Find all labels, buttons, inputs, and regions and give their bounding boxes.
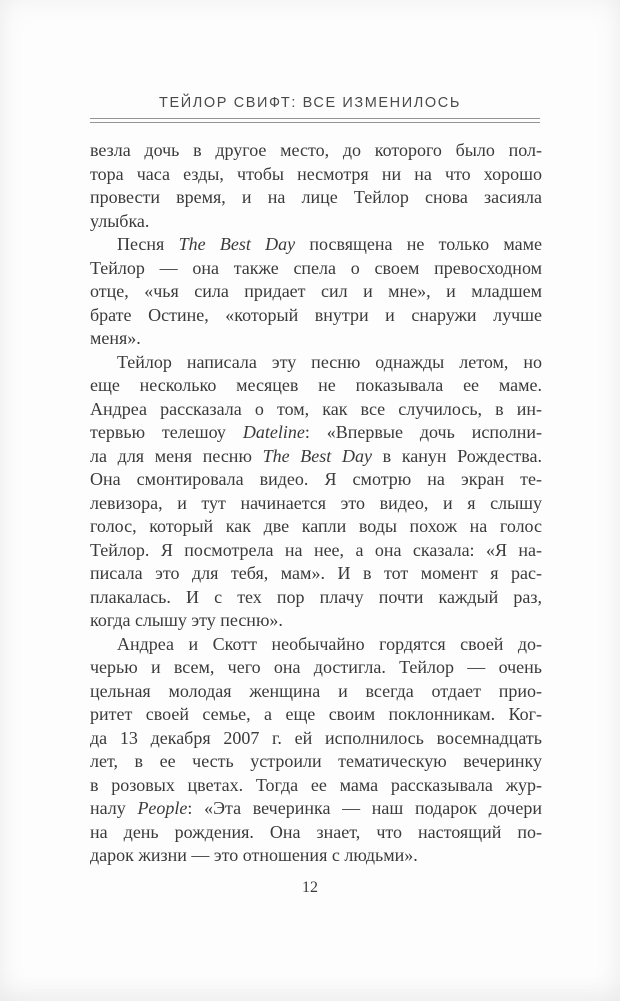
text-line: дарок жизни — это отношения с людьми».	[90, 845, 418, 865]
text-line: Она смонтировала видео. Я смотрю на экран те-	[90, 469, 542, 489]
text-line: левизора, и тут начинается это видео, и я слышу	[90, 492, 542, 513]
text-line: Песня The Best Day посвящена не только маме	[117, 234, 542, 254]
text-line: брате Остине, «который внутри и снаружи лучше	[90, 304, 542, 325]
header-rule	[90, 118, 540, 123]
text-line: цельная молодая женщина и всегда отдает прио-	[90, 680, 542, 701]
text-line: Тейлор написала эту песню однажды летом, но	[117, 351, 542, 372]
text-line: Тейлор. Я посмотрела на нее, а она сказала: «Я на-	[90, 539, 542, 560]
text-line: писала это для тебя, мам». И в тот момент я рас-	[90, 563, 542, 583]
paragraph	[90, 233, 542, 351]
paragraph	[90, 139, 542, 233]
text-line: улыбка.	[90, 210, 150, 231]
text-line: провести время, и на лице Тейлор снова засияла	[90, 187, 542, 207]
page-number: 12	[302, 879, 318, 896]
text-line: когда слышу эту песню».	[90, 610, 283, 630]
text-line: ла для меня песню The Best Day в канун Рождества.	[90, 445, 542, 466]
text-line: отце, «чья сила придает сил и мне», и младшем	[90, 281, 542, 301]
text-line: голос, который как две капли воды похож на голос	[90, 516, 542, 536]
paragraph	[90, 351, 542, 633]
text-line: на день рождения. Она знает, что настоящий по-	[90, 821, 542, 842]
text-line: тервью телешоу Dateline: «Впервые дочь исполни-	[90, 422, 542, 442]
text-line: ритет своей семье, а еще своим поклонникам. Ког-	[90, 704, 542, 724]
text-line: черью и всем, чего она достигла. Тейлор — очень	[90, 657, 542, 677]
text-line: тора часа езды, чтобы несмотря ни на что хорошо	[90, 163, 542, 184]
body-text	[90, 139, 542, 868]
text-line: налу People: «Эта вечеринка — наш подарок дочери	[90, 798, 542, 818]
text-line: Андреа рассказала о том, как все случилось, в ин-	[90, 398, 542, 419]
text-line: да 13 декабря 2007 г. ей исполнилось восемнадцать	[90, 727, 542, 748]
text-line: везла дочь в другое место, до которого было пол-	[90, 140, 542, 160]
paragraph	[90, 633, 542, 868]
text-line: меня».	[90, 328, 141, 348]
text-line: еще несколько месяцев не показывала ее маме.	[90, 375, 542, 395]
running-header: ТЕЙЛОР СВИФТ: ВСЕ ИЗМЕНИЛОСЬ	[159, 95, 461, 111]
text-line: в розовых цветах. Тогда ее мама рассказывала жур-	[90, 774, 542, 795]
text-line: Андреа и Скотт необычайно гордятся своей до-	[117, 633, 542, 654]
text-line: лет, в ее честь устроили тематическую вечеринку	[90, 751, 542, 771]
text-line: плакалась. И с тех пор плачу почти каждый раз,	[90, 586, 542, 607]
text-line: Тейлор — она также спела о своем превосходном	[90, 257, 542, 278]
